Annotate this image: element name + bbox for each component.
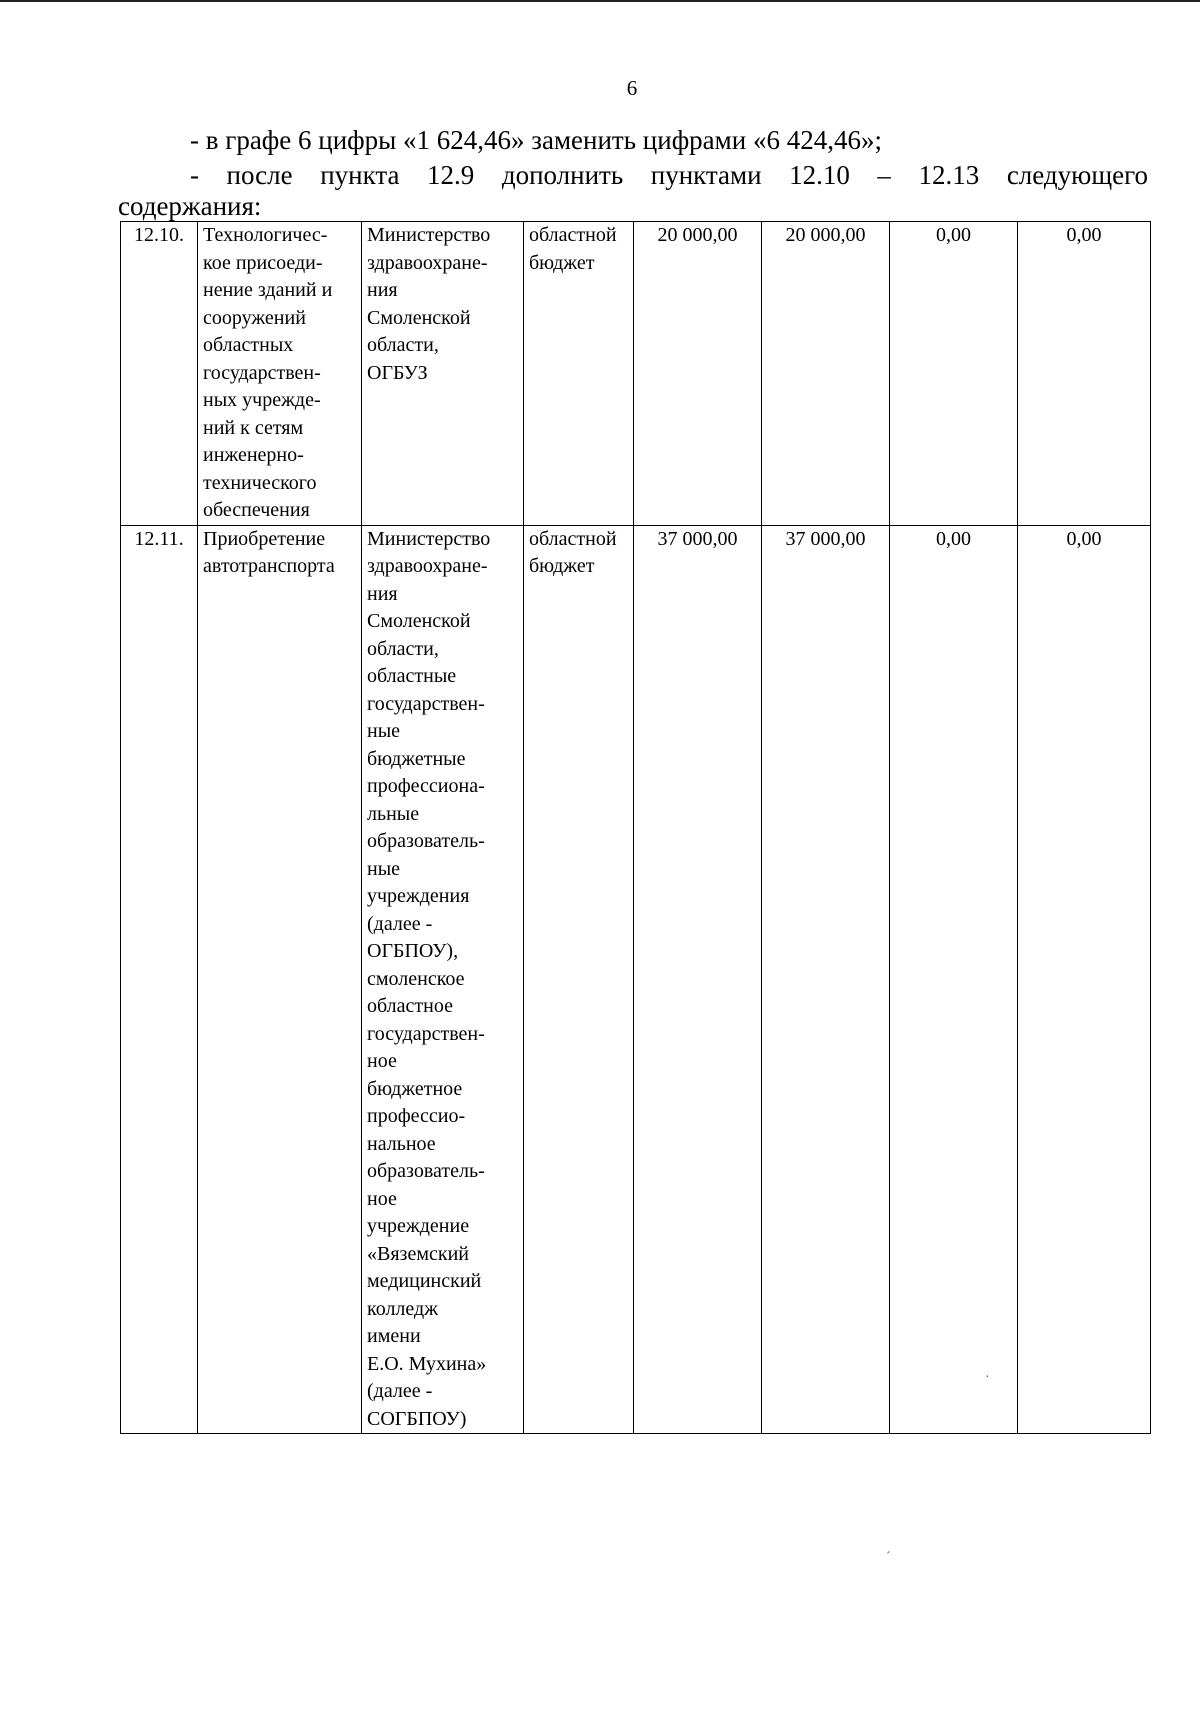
executor-cell-line: медицинский: [367, 1270, 482, 1292]
executor-cell-line: бюджетное: [367, 1077, 463, 1100]
program-items-table: [120, 221, 1151, 1434]
executor-cell-line: здравоохране-: [367, 251, 488, 274]
executor-cell-line: профессио-: [367, 1105, 466, 1127]
executor-cell-line: имени: [367, 1325, 421, 1347]
executor-cell-line: здравоохране-: [367, 555, 488, 577]
total-amount-cell: 37 000,00: [634, 525, 762, 1434]
item-name-cell: [198, 222, 362, 526]
page-number: 6: [626, 76, 638, 100]
executor-cell-line: ное: [367, 1050, 397, 1072]
executor-cell-line: Министерство: [367, 224, 491, 246]
item-name-cell-line: технического: [203, 471, 317, 494]
executor-cell-line: ОГБПОУ),: [367, 940, 459, 962]
item-name-cell-line: ных учрежде-: [203, 389, 321, 411]
executor-cell-line: ные: [367, 720, 401, 742]
executor-cell-line: областные: [367, 665, 457, 687]
year-3-amount-cell: 0,00: [1018, 525, 1151, 1434]
executor-cell-line: смоленское: [367, 967, 465, 990]
page-top-border: [0, 0, 1200, 5]
item-name-cell-line: ний к сетям: [203, 416, 304, 439]
year-3-amount-cell: 0,00: [1018, 222, 1151, 526]
executor-cell-line: профессиона-: [367, 775, 485, 797]
executor-cell-line: образователь-: [367, 1160, 485, 1182]
executor-cell-line: Министерство: [367, 527, 491, 550]
amendment-paragraph-1: - в графе 6 цифры «1 624,46» заменить цифрами «6 424,46»;: [190, 125, 882, 155]
executor-cell-line: учреждения: [367, 885, 470, 907]
item-name-cell-line: Технологичес-: [203, 224, 328, 246]
scan-speck: ·: [985, 1370, 990, 1385]
executor-cell-line: областное: [367, 995, 453, 1017]
item-name-cell-line: Приобретение: [203, 527, 326, 550]
funding-source-cell-line: областной: [529, 527, 617, 550]
executor-cell-line: (далее -: [367, 1380, 433, 1402]
executor-cell-line: Смоленской: [367, 306, 471, 329]
amendment-paragraph-2-line-2: содержания:: [118, 191, 262, 221]
funding-source-cell: [524, 222, 634, 526]
item-number-cell: 12.11.: [121, 525, 198, 1434]
executor-cell-line: Смоленской: [367, 610, 471, 632]
executor-cell-line: области,: [367, 334, 439, 356]
funding-source-cell-line: областной: [529, 224, 617, 246]
funding-source-cell-line: бюджет: [529, 555, 595, 577]
executor-cell-line: ные: [367, 857, 401, 880]
executor-cell-line: колледж: [367, 1297, 439, 1320]
executor-cell-line: (далее -: [367, 912, 433, 935]
total-amount-cell: 20 000,00: [634, 222, 762, 526]
item-name-cell-line: обеспечения: [203, 499, 310, 521]
item-name-cell-line: кое присоеди-: [203, 251, 323, 274]
executor-cell-line: области,: [367, 637, 439, 660]
item-name-cell-line: инженерно-: [203, 444, 304, 466]
executor-cell-line: ОГБУЗ: [367, 361, 428, 384]
year-2-amount-cell: 0,00: [890, 222, 1018, 526]
table-body: [121, 222, 1151, 1434]
executor-cell-line: Е.О. Мухина»: [367, 1352, 487, 1375]
item-name-cell-line: нение зданий и: [203, 279, 333, 301]
year-1-amount-cell: 20 000,00: [762, 222, 890, 526]
year-2-amount-cell: 0,00: [890, 525, 1018, 1434]
funding-source-cell: [524, 525, 634, 1434]
executor-cell-line: образователь-: [367, 830, 485, 852]
executor-cell: [362, 525, 524, 1434]
amendment-paragraph-2-line-1: - после пункта 12.9 дополнить пунктами 12.10 – 12.13 следующего: [190, 160, 1148, 190]
amendment-paragraph-2: [118, 160, 1148, 222]
executor-cell-line: учреждение: [367, 1215, 470, 1237]
executor-cell-line: ния: [367, 582, 398, 605]
year-1-amount-cell: 37 000,00: [762, 525, 890, 1434]
item-name-cell-line: областных: [203, 334, 294, 356]
executor-cell-line: «Вяземский: [367, 1242, 469, 1265]
executor-cell-line: СОГБПОУ): [367, 1407, 467, 1430]
item-name-cell-line: автотранспорта: [203, 555, 335, 577]
executor-cell-line: ния: [367, 279, 398, 301]
executor-cell-line: государствен-: [367, 692, 485, 715]
scan-speck: ˊ: [886, 1550, 891, 1565]
item-name-cell-line: государствен-: [203, 361, 321, 384]
executor-cell-line: государствен-: [367, 1022, 485, 1045]
funding-source-cell-line: бюджет: [529, 251, 595, 274]
executor-cell-line: льные: [367, 802, 420, 825]
item-number-cell: 12.10.: [121, 222, 198, 526]
item-name-cell: [198, 525, 362, 1434]
executor-cell-line: ное: [367, 1187, 397, 1210]
executor-cell: [362, 222, 524, 526]
item-name-cell-line: сооружений: [203, 306, 306, 329]
executor-cell-line: нальное: [367, 1132, 436, 1155]
table-row: [121, 525, 1151, 1434]
executor-cell-line: бюджетные: [367, 747, 466, 770]
table-row: [121, 222, 1151, 526]
